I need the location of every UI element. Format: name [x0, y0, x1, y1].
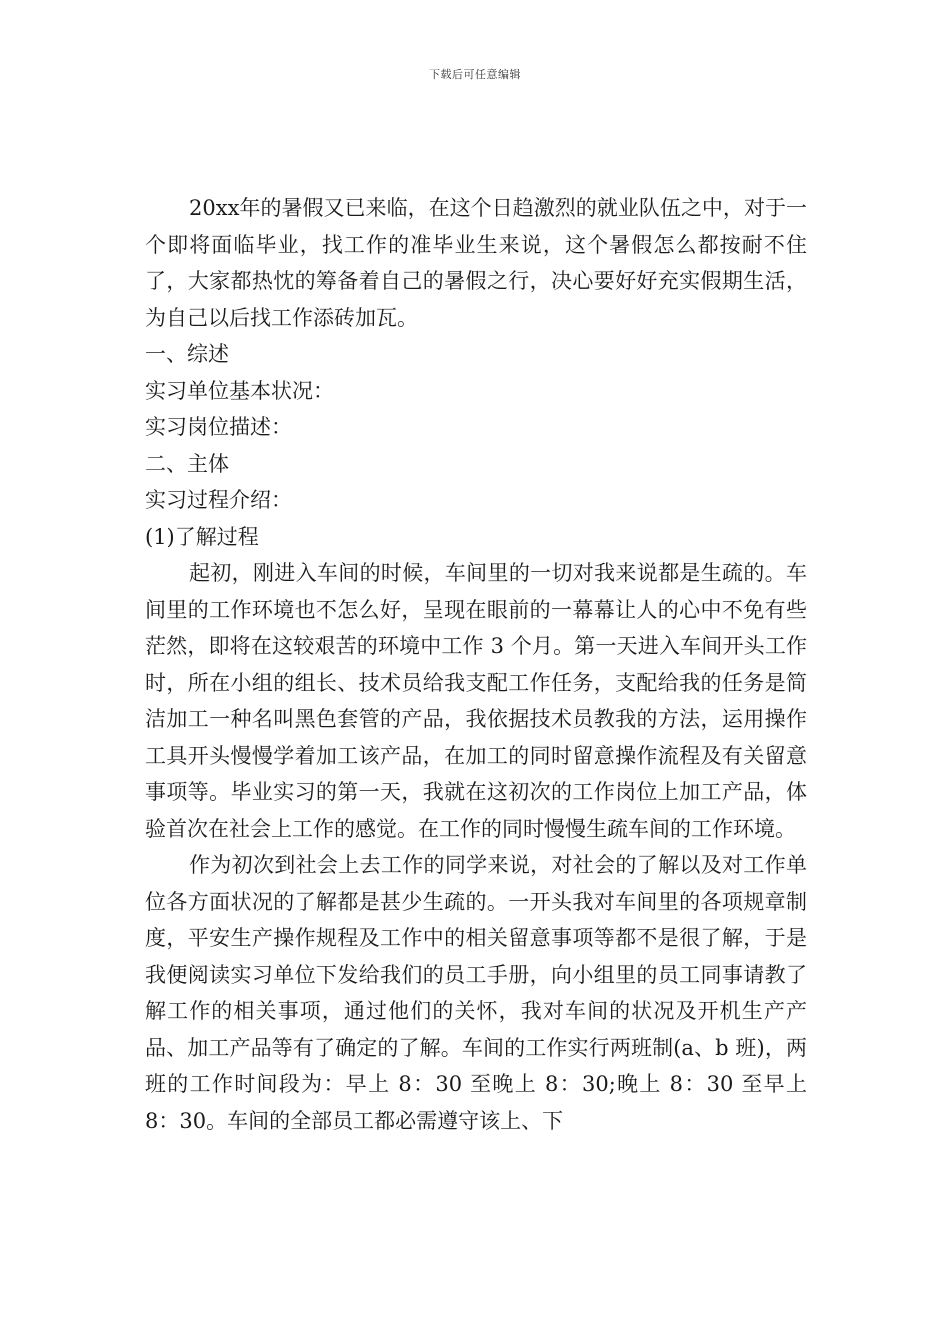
- post-description-label: 实习岗位描述：: [145, 415, 292, 439]
- section-2-heading: 二、主体: [145, 451, 229, 476]
- paragraph-workplace: 作为初次到社会上去工作的同学来说，对社会的了解以及对工作单位各方面状况的了解都是甚少生疏的。一开头我对车间里的各项规章制度，平安生产操作规程及工作中的相关留意事项等都不是很了解，于是我便阅读实习单位下发给我们的员工手册，向小组里的员工同事请教了解工作的相关事项，通过他们的关怀，我对车间的状况及开机生产产品、加工产品等有了确定的了解。车间的工作实行两班制(a、b 班)，两班的工作时间段为：早上 8：30 至晚上 8：30;晚上 8：30 至早上 8：30。车间的全部员工都必需遵守该上、下: [145, 853, 807, 1133]
- section-1-heading: 一、综述: [145, 342, 229, 366]
- document-body: [145, 190, 807, 1139]
- process-intro-label: 实习过程介绍：: [145, 488, 292, 512]
- step-1-heading: (1)了解过程: [145, 524, 259, 549]
- intro-paragraph: 20xx年的暑假又已来临，在这个日趋激烈的就业队伍之中，对于一个即将面临毕业，找工作的准毕业生来说，这个暑假怎么都按耐不住了，大家都热忱的筹备着自己的暑假之行，决心要好好充实假期生活，为自己以后找工作添砖加瓦。: [145, 196, 807, 330]
- header-note: 下载后可任意编辑: [429, 68, 521, 81]
- unit-status-label: 实习单位基本状况：: [145, 378, 334, 403]
- paragraph-understanding: 起初，刚进入车间的时候，车间里的一切对我来说都是生疏的。车间里的工作环境也不怎么好，呈现在眼前的一幕幕让人的心中不免有些茫然，即将在这较艰苦的环境中工作 3 个月。第一天进入车间开头工作时，所在小组的组长、技术员给我支配工作任务，支配给我的任务是简洁加工一种名叫黑色套管的产品，我依据技术员教我的方法，运用操作工具开头慢慢学着加工该产品，在加工的同时留意操作流程及有关留意事项等。毕业实习的第一天，我就在这初次的工作岗位上加工产品，体验首次在社会上工作的感觉。在工作的同时慢慢生疏车间的工作环境。: [145, 561, 807, 841]
